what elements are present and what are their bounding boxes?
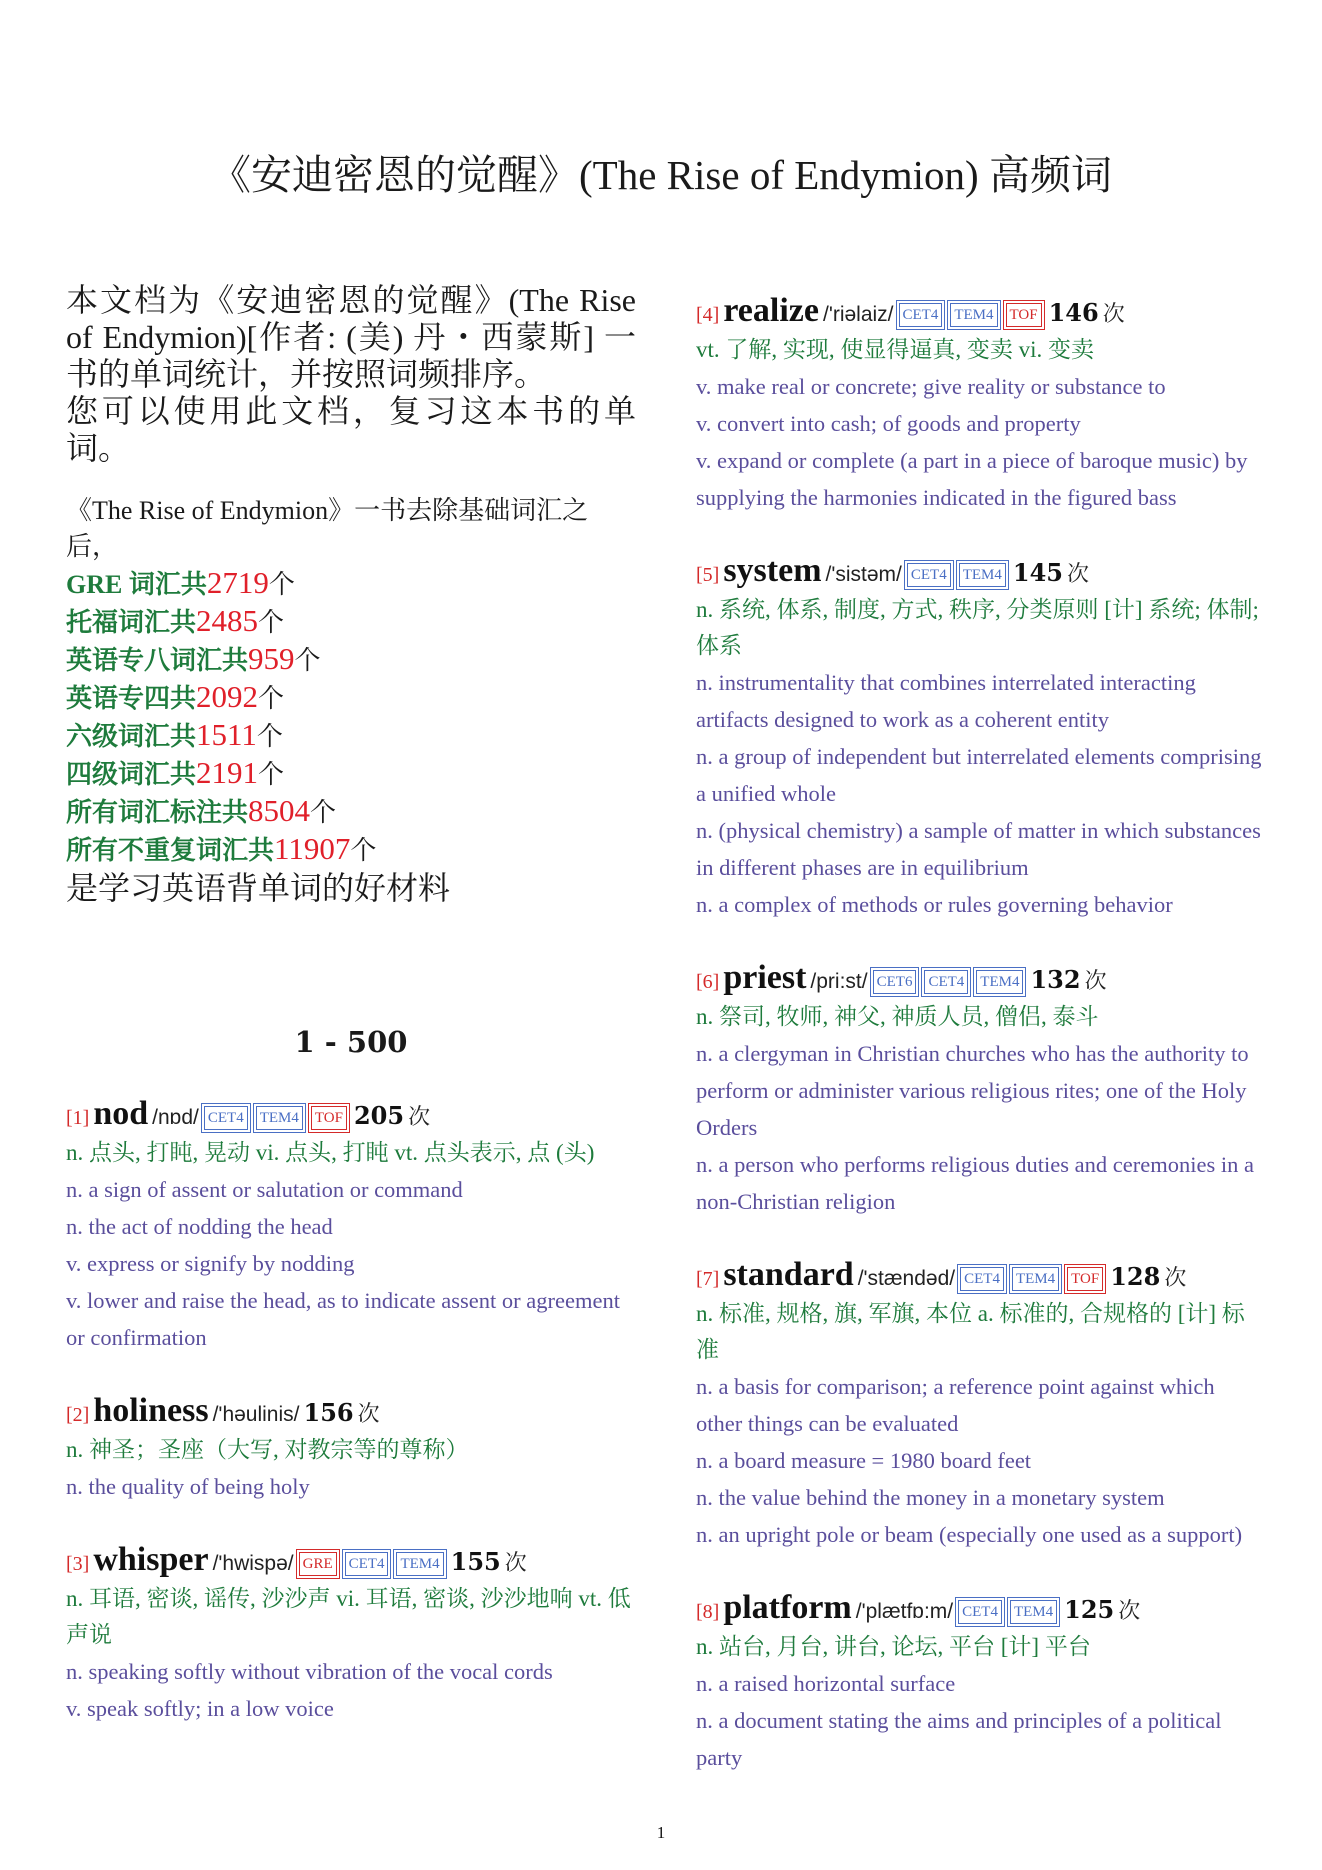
english-definition: v. make real or concrete; give reality or substance to: [696, 374, 1166, 399]
english-definition: n. a person who performs religious duties and ceremonies in a non-Christian religion: [696, 1152, 1254, 1214]
english-definition: n. a clergyman in Christian churches who has the authority to perform or administer various religious rites; one of the Holy Orders: [696, 1041, 1249, 1140]
stat-value: 2485: [196, 603, 259, 638]
phonetic: /'stændəd/: [857, 1267, 956, 1290]
entry-index: [1]: [66, 1107, 90, 1129]
frequency-count: 155: [450, 1547, 501, 1576]
phonetic: /'riəlaiz/: [822, 303, 894, 326]
vocabulary-summary: [66, 493, 636, 907]
stat-value: 11907: [274, 831, 351, 866]
stat-label: 所有不重复词汇共: [66, 836, 275, 865]
stat-value: 1511: [196, 717, 257, 752]
word-entry: [696, 1587, 1266, 1776]
exam-tag-badge: CET4: [958, 1600, 1002, 1624]
entry-index: [2]: [66, 1404, 90, 1426]
english-definition: v. expand or complete (a part in a piece of baroque music) by supplying the harmonies indicated in the figured bass: [696, 448, 1248, 510]
word-entry: [696, 957, 1266, 1220]
stat-label: 六级词汇共: [66, 722, 197, 751]
count-unit: 次: [408, 1104, 431, 1129]
stat-row: [66, 679, 636, 717]
stat-row: [66, 565, 636, 603]
phonetic: /pri:st/: [810, 970, 868, 993]
headword: system: [723, 552, 822, 589]
exam-tag-badge: TOF: [1006, 303, 1042, 327]
frequency-count: 205: [353, 1101, 405, 1130]
english-definition: v. lower and raise the head, as to indicate assent or agreement or confirmation: [66, 1288, 620, 1350]
english-definition: n. a complex of methods or rules governing behavior: [696, 892, 1173, 917]
word-entry: [66, 1539, 636, 1727]
headword: whisper: [93, 1541, 209, 1578]
english-definition: v. convert into cash; of goods and property: [696, 411, 1081, 436]
chinese-definition: n. 耳语, 密谈, 谣传, 沙沙声 vi. 耳语, 密谈, 沙沙地响 vt. 低声说: [66, 1586, 631, 1647]
chinese-definition: n. 标准, 规格, 旗, 军旗, 本位 a. 标准的, 合规格的 [计] 标准: [696, 1301, 1245, 1362]
entry-index: [4]: [696, 304, 720, 326]
left-column: [66, 282, 636, 1761]
word-entry: [66, 1390, 636, 1505]
stat-unit: 个: [256, 722, 283, 751]
stat-unit: 个: [258, 608, 285, 637]
phonetic: /'sistəm/: [825, 563, 902, 586]
summary-lead: 《The Rise of Endymion》一书去除基础词汇之后，: [66, 496, 589, 561]
stat-unit: 个: [258, 760, 285, 789]
english-definition: n. the value behind the money in a monetary system: [696, 1485, 1165, 1510]
count-unit: 次: [1102, 301, 1125, 326]
exam-tag-badge: TEM4: [1012, 1267, 1059, 1291]
english-definition: n. a sign of assent or salutation or command: [66, 1177, 463, 1202]
exam-tag-badge: TEM4: [396, 1552, 443, 1576]
english-definition: n. a board measure = 1980 board feet: [696, 1448, 1032, 1473]
stat-label: 所有词汇标注共: [66, 798, 249, 827]
chinese-definition: vt. 了解, 实现, 使显得逼真, 变卖 vi. 变卖: [696, 337, 1095, 362]
stat-row: [66, 793, 636, 831]
entry-index: [8]: [696, 1601, 720, 1623]
frequency-count: 146: [1048, 298, 1099, 327]
chinese-definition: n. 祭司, 牧师, 神父, 神质人员, 僧侣, 泰斗: [696, 1004, 1099, 1029]
entry-index: [3]: [66, 1553, 90, 1575]
stat-label: 英语专四共: [66, 684, 197, 713]
stat-label: 托福词汇共: [66, 608, 197, 637]
stat-value: 959: [248, 641, 295, 676]
entry-headline: [66, 1390, 636, 1432]
stat-row: [66, 831, 636, 869]
chinese-definition: n. 点头, 打盹, 晃动 vi. 点头, 打盹 vt. 点头表示, 点 (头): [66, 1140, 595, 1165]
exam-tag-badge: CET6: [873, 970, 917, 994]
headword: realize: [723, 292, 819, 329]
stat-unit: 个: [294, 646, 321, 675]
right-column: [696, 290, 1266, 1810]
stat-value: 8504: [248, 793, 311, 828]
headword: priest: [723, 959, 807, 996]
english-definition: n. the quality of being holy: [66, 1474, 310, 1499]
frequency-count: 125: [1064, 1595, 1115, 1624]
stat-label: 英语专八词汇共: [66, 646, 249, 675]
range-heading: 1 - 500: [294, 1025, 408, 1059]
frequency-count: 156: [303, 1398, 354, 1427]
count-unit: 次: [1164, 1265, 1187, 1290]
stat-unit: 个: [268, 570, 295, 599]
count-unit: 次: [1084, 968, 1107, 993]
stat-value: 2719: [206, 565, 269, 600]
entry-headline: [696, 550, 1266, 592]
entry-headline: [66, 1093, 636, 1135]
exam-tag-badge: TEM4: [1010, 1600, 1057, 1624]
exam-tag-badge: CET4: [345, 1552, 389, 1576]
entry-index: [6]: [696, 971, 720, 993]
summary-closing: 是学习英语背单词的好材料: [66, 870, 451, 906]
exam-tag-badge: CET4: [924, 970, 968, 994]
count-unit: 次: [504, 1550, 527, 1575]
word-entry: [696, 290, 1266, 516]
word-entry: [696, 550, 1266, 923]
entry-headline: [66, 1539, 636, 1581]
count-unit: 次: [1118, 1598, 1141, 1623]
stat-label: 四级词汇共: [66, 760, 197, 789]
stat-label: GRE 词汇共: [66, 570, 207, 599]
word-list-left: [66, 1093, 636, 1727]
exam-tag-badge: CET4: [907, 563, 951, 587]
english-definition: n. a group of independent but interrelated elements comprising a unified whole: [696, 744, 1262, 806]
exam-tag-badge: TEM4: [976, 970, 1023, 994]
chinese-definition: n. 神圣；圣座（大写, 对教宗等的尊称）: [66, 1437, 469, 1462]
english-definition: n. an upright pole or beam (especially one used as a support): [696, 1522, 1243, 1547]
exam-tag-badge: CET4: [204, 1106, 248, 1130]
entry-index: [7]: [696, 1268, 720, 1290]
stat-row: [66, 717, 636, 755]
stat-row: [66, 755, 636, 793]
exam-tag-badge: GRE: [299, 1552, 337, 1576]
phonetic: /'hwispə/: [212, 1552, 294, 1575]
stat-unit: 个: [350, 836, 377, 865]
intro-paragraph: 本文档为《安迪密恩的觉醒》(The Rise of Endymion)[作者: (美) 丹・西蒙斯] 一书的单词统计，并按照词频排序。 您可以使用此文档，复习这本书的单词。: [66, 282, 636, 466]
headword: nod: [93, 1095, 149, 1132]
chinese-definition: n. 站台, 月台, 讲台, 论坛, 平台 [计] 平台: [696, 1634, 1091, 1659]
exam-tag-badge: TOF: [311, 1106, 347, 1130]
entry-headline: [696, 1587, 1266, 1629]
english-definition: v. speak softly; in a low voice: [66, 1696, 334, 1721]
document-title: 《安迪密恩的觉醒》(The Rise of Endymion) 高频词: [210, 152, 1112, 198]
count-unit: 次: [357, 1401, 380, 1426]
entry-index: [5]: [696, 564, 720, 586]
exam-tag-badge: TOF: [1067, 1267, 1103, 1291]
english-definition: n. speaking softly without vibration of the vocal cords: [66, 1659, 553, 1684]
stat-value: 2191: [196, 755, 259, 790]
english-definition: n. a basis for comparison; a reference point against which other things can be evaluated: [696, 1374, 1215, 1436]
chinese-definition: n. 系统, 体系, 制度, 方式, 秩序, 分类原则 [计] 系统; 体制; 体系: [696, 597, 1259, 658]
word-entry: [66, 1093, 636, 1356]
page-number: 1: [656, 1823, 666, 1842]
exam-tag-badge: TEM4: [959, 563, 1006, 587]
word-list-right: [696, 290, 1266, 1776]
frequency-count: 132: [1030, 965, 1081, 994]
headword: standard: [723, 1256, 854, 1293]
headword: platform: [723, 1589, 852, 1626]
exam-tag-badge: TEM4: [950, 303, 997, 327]
stat-unit: 个: [310, 798, 337, 827]
stat-value: 2092: [196, 679, 259, 714]
phonetic: /nɒd/: [152, 1106, 199, 1129]
frequency-count: 128: [1110, 1262, 1161, 1291]
english-definition: n. (physical chemistry) a sample of matter in which substances in different phases are in equilibrium: [696, 818, 1261, 880]
english-definition: n. the act of nodding the head: [66, 1214, 333, 1239]
exam-tag-badge: CET4: [960, 1267, 1004, 1291]
headword: holiness: [93, 1392, 209, 1429]
exam-tag-badge: TEM4: [256, 1106, 303, 1130]
english-definition: n. a document stating the aims and principles of a political party: [696, 1708, 1222, 1770]
stat-unit: 个: [258, 684, 285, 713]
entry-headline: [696, 290, 1266, 332]
english-definition: n. a raised horizontal surface: [696, 1671, 956, 1696]
phonetic: /'həulinis/: [212, 1403, 300, 1426]
stat-row: [66, 603, 636, 641]
exam-tag-badge: CET4: [899, 303, 943, 327]
summary-stats: [66, 565, 636, 869]
stat-row: [66, 641, 636, 679]
frequency-count: 145: [1012, 558, 1064, 587]
entry-headline: [696, 1254, 1266, 1296]
english-definition: n. instrumentality that combines interrelated interacting artifacts designed to work as a coherent entity: [696, 670, 1196, 732]
count-unit: 次: [1067, 561, 1090, 586]
entry-headline: [696, 957, 1266, 999]
word-entry: [696, 1254, 1266, 1553]
english-definition: v. express or signify by nodding: [66, 1251, 355, 1276]
phonetic: /'plætfɒ:m/: [855, 1600, 954, 1623]
